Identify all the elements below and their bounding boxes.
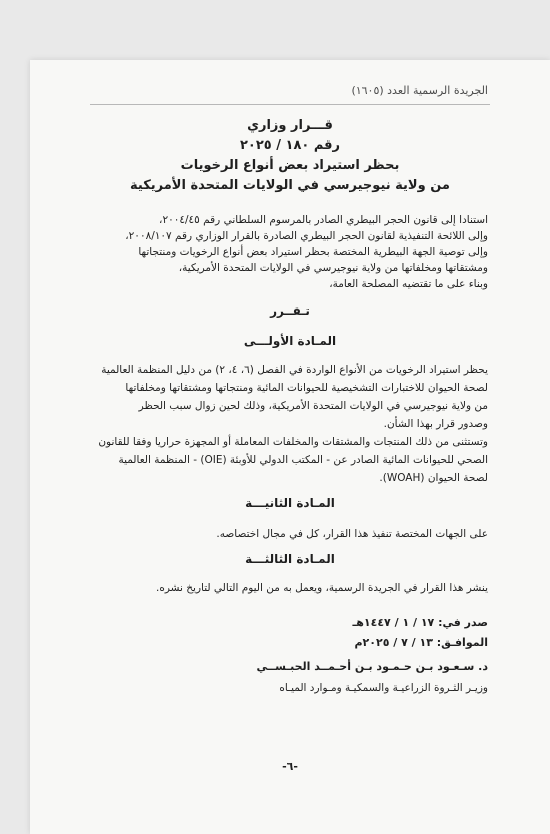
article-2-heading: المـادة الثانيـــة — [245, 496, 335, 510]
article-1-heading: المـادة الأولـــى — [243, 334, 337, 348]
decision-subject-line-1: بحظر استيراد بعض أنواع الرخويات — [180, 158, 400, 173]
article-1-line: وتستثنى من ذلك المنتجات والمشتقات والمخلفات المعاملة أو المجهزة حراريا وفقا للقانون — [98, 436, 488, 448]
article-1-line: يحظر استيراد الرخويات من الأنواع الواردة في الفصل (٦، ٤، ٢) من دليل المنظمة العالمية — [101, 364, 488, 376]
signatory-role: وزيـر الثـروة الزراعيـة والسمكيـة ومـوارد الميـاه — [279, 682, 488, 694]
preamble-line: وإلى توصية الجهة البيطرية المختصة بحظر استيراد بعض أنواع الرخويات ومنتجاتها — [138, 246, 488, 258]
decides-heading: تـقــرر — [270, 304, 310, 318]
decision-title: قـــرار وزاري — [247, 118, 333, 133]
article-3-heading: المـادة الثالثـــة — [245, 552, 335, 566]
gazette-page — [30, 60, 550, 834]
page-number: -٦- — [282, 760, 298, 773]
issue-date-gregorian: الموافـق: ١٣ / ٧ / ٢٠٢٥م — [354, 636, 488, 649]
article-1-line: لصحة الحيوان للاختبارات التشخيصية للحيوانات المائية ومنتجاتها ومشتقاتها ومخلفاتها — [125, 382, 488, 394]
article-1-line: لصحة الحيوان (WOAH). — [379, 472, 488, 484]
preamble-line: استنادا إلى قانون الحجر البيطري الصادر بالمرسوم السلطاني رقم ٢٠٠٤/٤٥، — [159, 214, 488, 226]
signatory-name: د. سـعـود بـن حـمـود بـن أحـمــد الحبـســي — [256, 660, 488, 673]
gazette-header: الجريدة الرسمية العدد (١٦٠٥) — [351, 84, 488, 97]
issue-date-hijri: صدر في: ١٧ / ١ / ١٤٤٧هـ — [352, 616, 488, 629]
article-1-line: وصدور قرار بهذا الشأن. — [383, 418, 488, 430]
article-2-text: على الجهات المختصة تنفيذ هذا القرار، كل في مجال اختصاصه. — [216, 528, 488, 540]
preamble-line: وبناء على ما تقتضيه المصلحة العامة، — [329, 278, 488, 290]
decision-subject-line-2: من ولاية نيوجيرسي في الولايات المتحدة الأمريكية — [130, 178, 450, 193]
preamble-line: ومشتقاتها ومخلفاتها من ولاية نيوجيرسي في الولايات المتحدة الأمريكية، — [178, 262, 488, 274]
article-1-line: الصحي للحيوانات المائية الصادر عن - المكتب الدولي للأوبئة (OIE) - المنظمة العالمية — [118, 454, 488, 466]
header-divider — [90, 104, 490, 105]
decision-number: رقم ١٨٠ / ٢٠٢٥ — [239, 138, 341, 153]
article-1-line: من ولاية نيوجيرسي في الولايات المتحدة الأمريكية، وذلك لحين زوال سبب الحظر — [138, 400, 488, 412]
preamble-line: وإلى اللائحة التنفيذية لقانون الحجر البيطري الصادرة بالقرار الوزاري رقم ٢٠٠٨/١٠٧، — [125, 230, 488, 242]
article-3-text: ينشر هذا القرار في الجريدة الرسمية، ويعمل به من اليوم التالي لتاريخ نشره. — [156, 582, 488, 594]
